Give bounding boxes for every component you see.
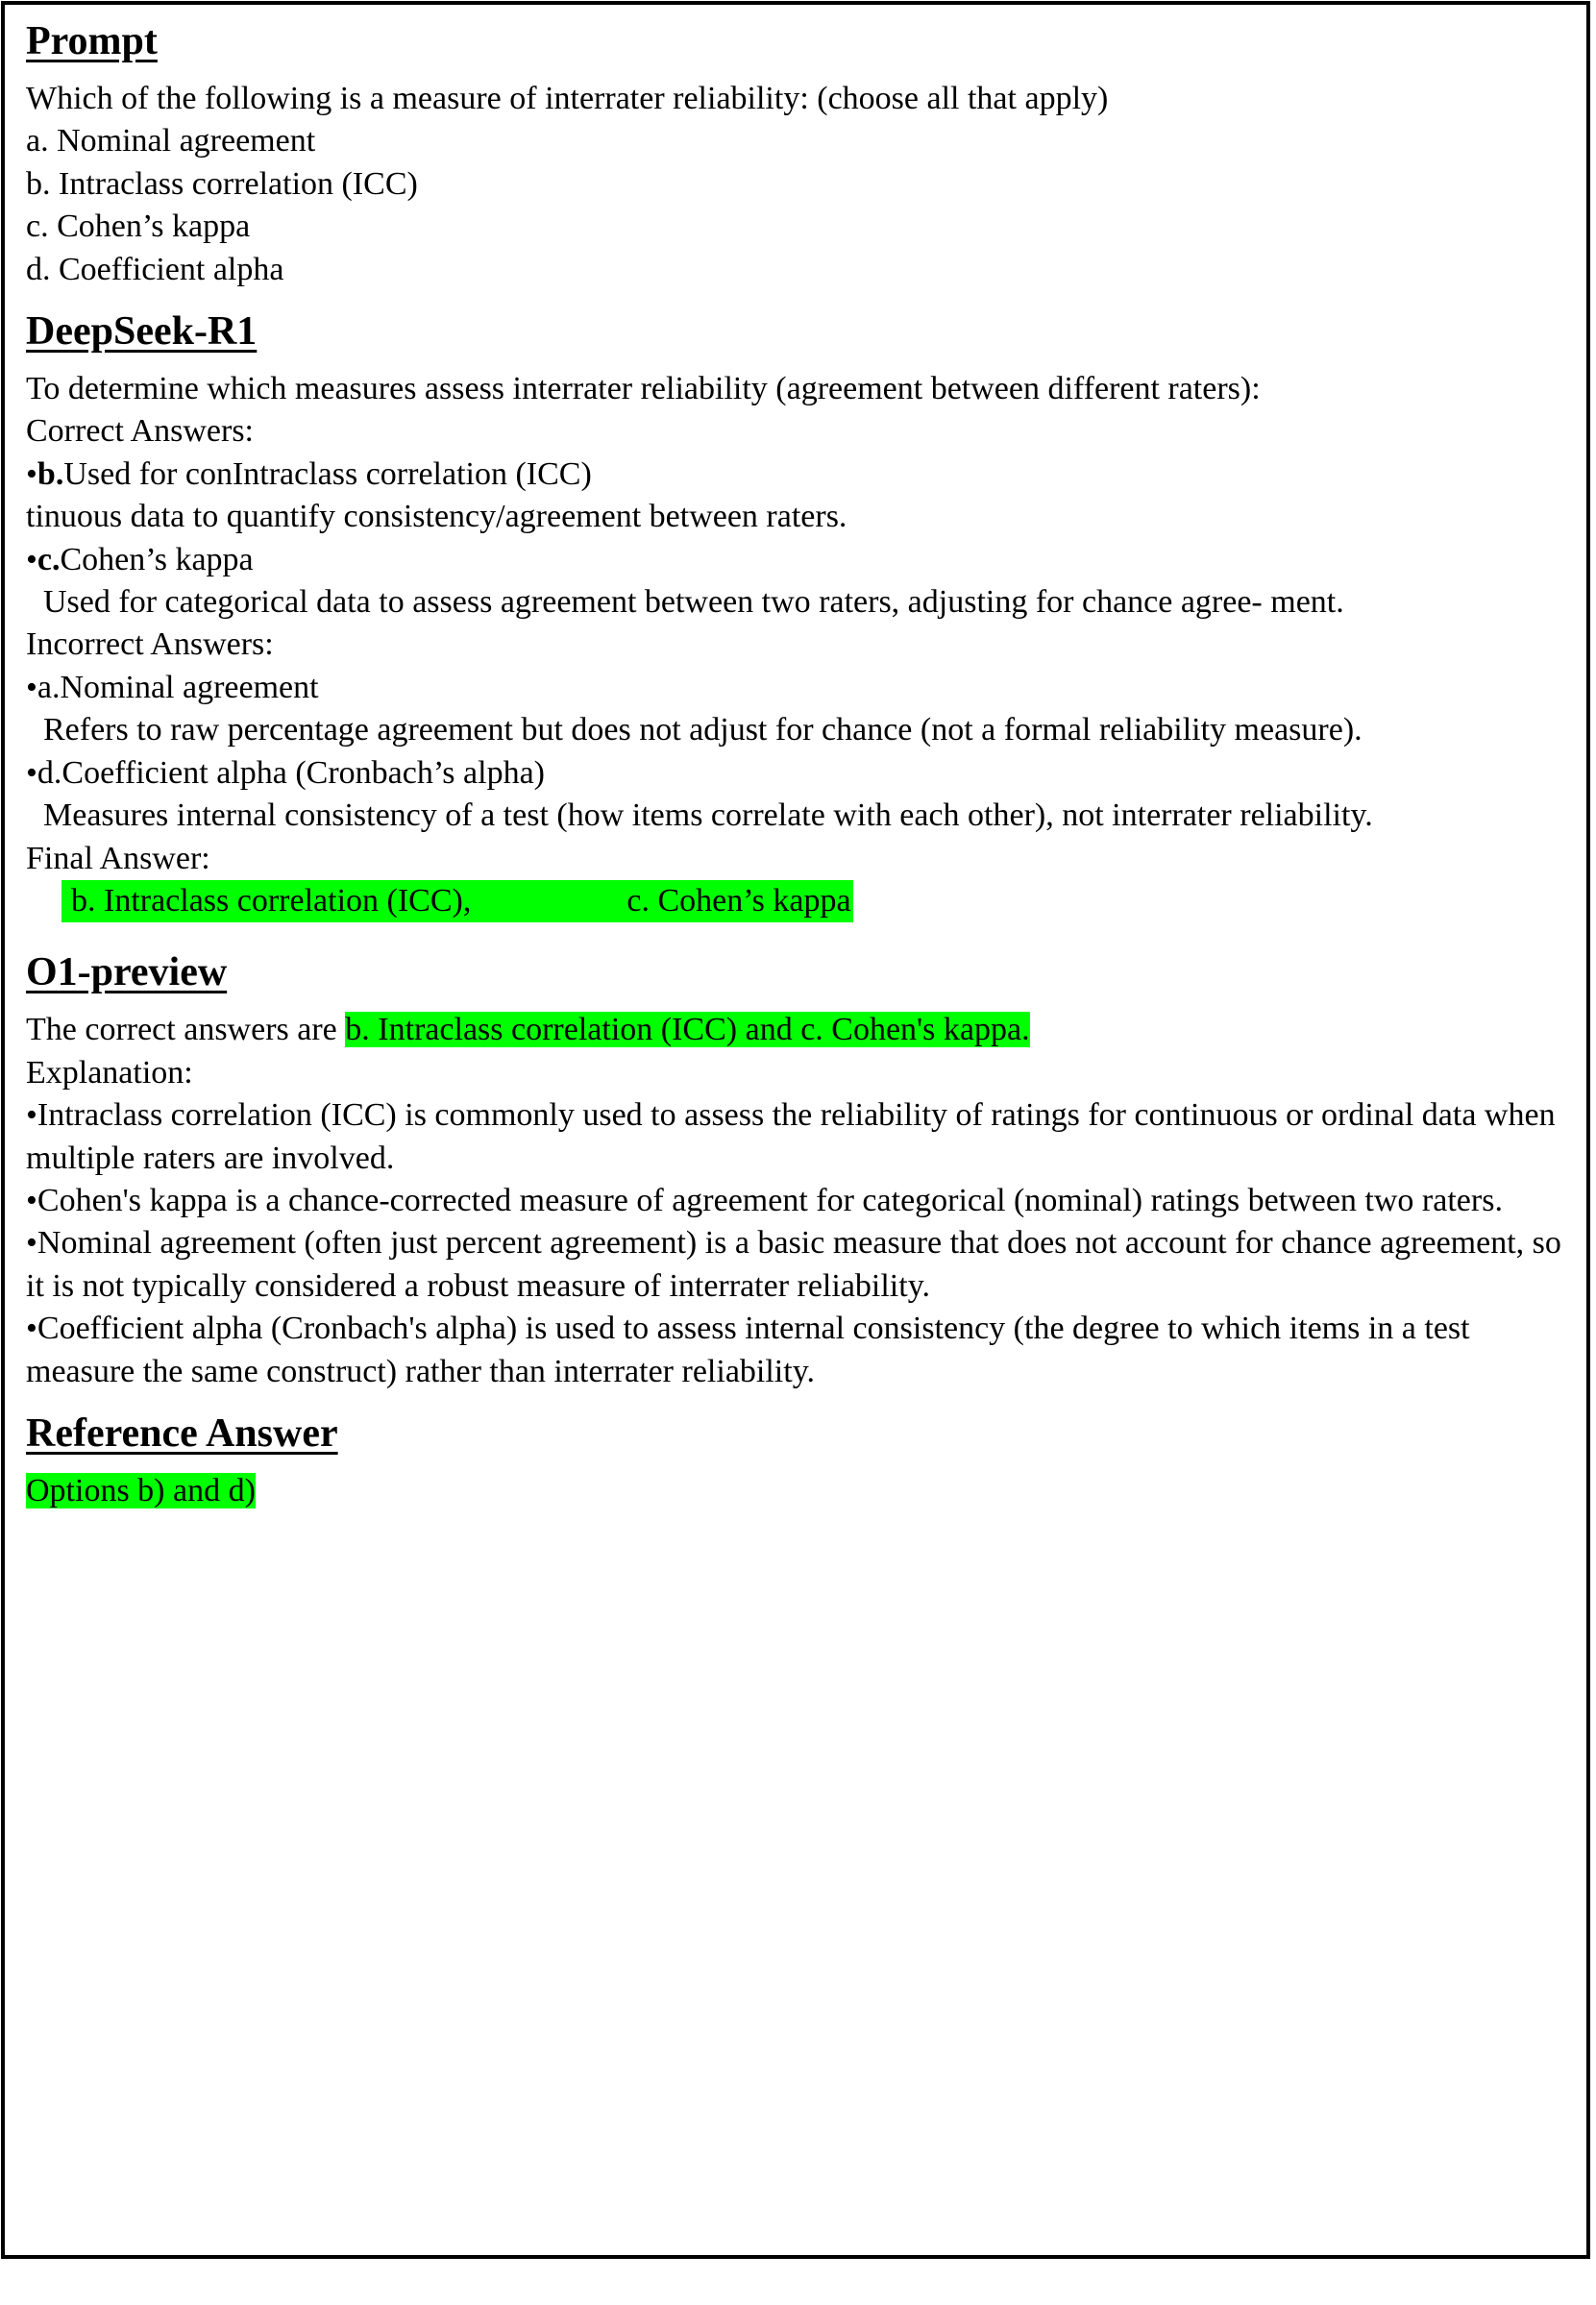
prompt-option-c: c. Cohen’s kappa [26, 208, 251, 245]
o1-bullet-alpha: •Coefficient alpha (Cronbach's alpha) is used to assess internal consistency (the degree to which items in a test measure the same construct) rather than interrater reliability. [26, 1311, 1479, 1389]
option-letter: b. [37, 455, 64, 492]
deepseek-a-line: •a.Nominal agreement [26, 669, 319, 705]
deepseek-d-desc: Measures internal consistency of a test (how items correlate with each other), not interrater reliability. [43, 797, 1373, 834]
deepseek-c-name: Cohen’s kappa [60, 541, 254, 577]
deepseek-final-header: Final Answer: [26, 840, 210, 876]
reference-title: Reference Answer [26, 1410, 338, 1456]
final-answer-highlight [61, 880, 853, 922]
bullet: • [26, 541, 37, 577]
prompt-option-d: d. Coefficient alpha [26, 251, 284, 287]
prompt-option-a: a. Nominal agreement [26, 123, 316, 159]
o1-bullet-nominal: •Nominal agreement (often just percent agreement) is a basic measure that does not account for chance agreement, so it is not typically considered a robust measure of interrater reliability. [26, 1225, 1570, 1304]
deepseek-title: DeepSeek-R1 [26, 309, 258, 355]
prompt-section [26, 14, 1579, 291]
bullet: • [26, 455, 37, 492]
prompt-question: Which of the following is a measure of interrater reliability: (choose all that apply) [26, 81, 1109, 116]
deepseek-section [26, 305, 1579, 922]
o1-answer-line [26, 1009, 1579, 1051]
final-answer-b: b. Intraclass correlation (ICC), [71, 882, 472, 919]
prompt-option-b: b. Intraclass correlation (ICC) [26, 165, 418, 202]
option-letter: c. [37, 541, 61, 577]
deepseek-b-continuation: tinuous data to quantify consistency/agreement between raters. [26, 499, 847, 535]
deepseek-final-answer [26, 880, 1579, 922]
deepseek-d-line: •d.Coefficient alpha (Cronbach’s alpha) [26, 754, 545, 791]
o1-lead: The correct answers are [26, 1012, 346, 1048]
deepseek-incorrect-header: Incorrect Answers: [26, 626, 274, 663]
deepseek-c-line [26, 539, 1579, 581]
o1-section [26, 945, 1579, 1393]
deepseek-b-text: Used for conIntraclass correlation (ICC) [63, 455, 592, 492]
prompt-title: Prompt [26, 19, 158, 63]
document-content [26, 14, 1579, 1512]
deepseek-b-line [26, 454, 1579, 496]
deepseek-intro: To determine which measures assess interrater reliability (agreement between different raters): [26, 371, 1261, 407]
o1-bullet-icc: •Intraclass correlation (ICC) is commonly used to assess the reliability of ratings for continuous or ordinal data when multiple raters are involved. [26, 1097, 1564, 1176]
reference-answer-line [26, 1470, 1579, 1512]
reference-section [26, 1407, 1579, 1512]
o1-explanation-header: Explanation: [26, 1054, 193, 1091]
deepseek-c-desc: Used for categorical data to assess agreement between two raters, adjusting for chance agree- ment. [43, 584, 1344, 621]
reference-answer: Options b) and d) [26, 1472, 256, 1508]
deepseek-correct-header: Correct Answers: [26, 413, 255, 450]
o1-bullet-kappa: •Cohen's kappa is a chance-corrected measure of agreement for categorical (nominal) ratings between two raters. [26, 1182, 1503, 1218]
o1-title: O1-preview [26, 950, 228, 995]
final-answer-c: c. Cohen’s kappa [626, 882, 851, 919]
deepseek-a-desc: Refers to raw percentage agreement but does not adjust for chance (not a formal reliability measure). [43, 712, 1363, 748]
document-frame [1, 1, 1590, 2259]
o1-answer-highlight: b. Intraclass correlation (ICC) and c. Cohen's kappa. [345, 1012, 1030, 1048]
